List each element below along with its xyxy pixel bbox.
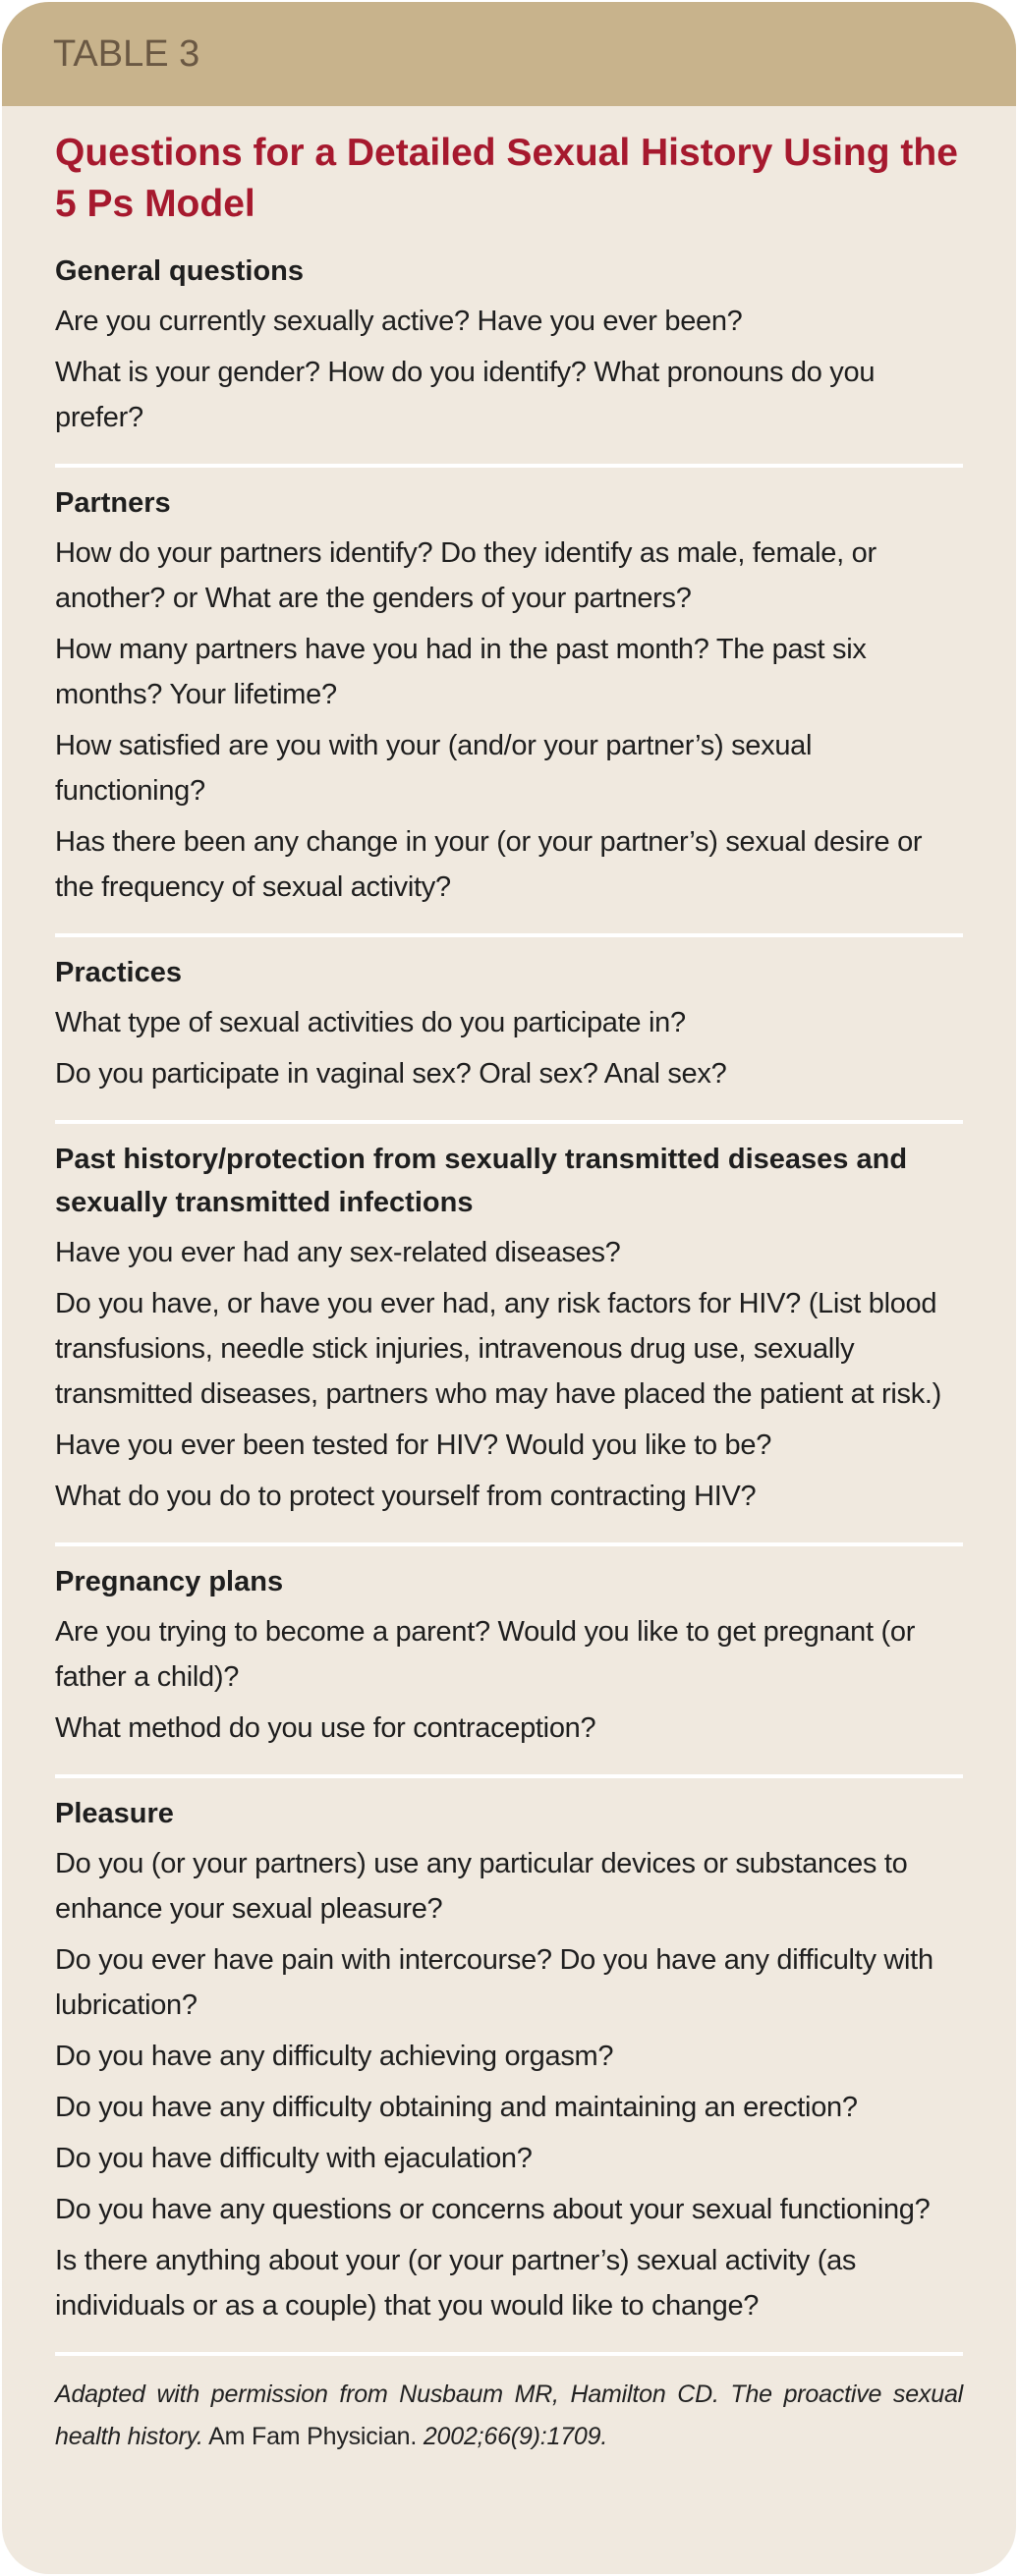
question: Is there anything about your (or your partner’s) sexual activity (as individuals or as a couple) that you would like to change? xyxy=(55,2245,857,2322)
section-heading: Pregnancy plans xyxy=(55,1566,284,1597)
section xyxy=(55,1560,963,1766)
question: How many partners have you had in the past month? The past six months? Your lifetime? xyxy=(55,634,867,710)
divider xyxy=(55,1542,963,1546)
question: Do you have difficulty with ejaculation? xyxy=(55,2143,533,2174)
section xyxy=(55,481,963,925)
section xyxy=(55,1792,963,2344)
question: What type of sexual activities do you participate in? xyxy=(55,1007,686,1038)
sections xyxy=(55,250,963,2356)
question: How do your partners identify? Do they identify as male, female, or another? or What are the genders of your partners? xyxy=(55,537,877,614)
section xyxy=(55,1138,963,1535)
question: Do you have any difficulty achieving orgasm? xyxy=(55,2041,614,2072)
section xyxy=(55,951,963,1112)
table-title: Questions for a Detailed Sexual History Using the 5 Ps Model xyxy=(55,132,958,225)
source-note xyxy=(55,2374,963,2458)
question: Have you ever had any sex-related diseases? xyxy=(55,1237,621,1268)
question: Do you participate in vaginal sex? Oral sex? Anal sex? xyxy=(55,1058,727,1090)
divider xyxy=(55,933,963,937)
question: What do you do to protect yourself from contracting HIV? xyxy=(55,1481,757,1512)
table-label: TABLE 3 xyxy=(53,32,200,75)
divider xyxy=(55,1120,963,1124)
table-content xyxy=(2,106,1016,2458)
section-heading: Partners xyxy=(55,487,171,519)
source-volume: 2002;66(9):1709. xyxy=(423,2423,608,2450)
question: What method do you use for contraception? xyxy=(55,1712,596,1744)
question: Are you trying to become a parent? Would you like to get pregnant (or father a child)? xyxy=(55,1616,916,1693)
question: Do you ever have pain with intercourse? Do you have any difficulty with lubrication? xyxy=(55,1944,933,2021)
question: Do you have any difficulty obtaining and maintaining an erection? xyxy=(55,2092,858,2123)
question: Have you ever been tested for HIV? Would you like to be? xyxy=(55,1429,772,1461)
divider xyxy=(55,1774,963,1778)
source-citation: Adapted with permission from Nusbaum MR, Hamilton CD. The proactive sexual health history. xyxy=(55,2380,963,2450)
section-heading: Past history/protection from sexually transmitted diseases and sexually transmitted infections xyxy=(55,1144,908,1218)
section-heading: Pleasure xyxy=(55,1798,174,1829)
question: How satisfied are you with your (and/or your partner’s) sexual functioning? xyxy=(55,730,813,807)
table-card xyxy=(2,2,1016,2574)
section xyxy=(55,250,963,456)
question: Has there been any change in your (or your partner’s) sexual desire or the frequency of sexual activity? xyxy=(55,826,923,903)
question: Do you have, or have you ever had, any risk factors for HIV? (List blood transfusions, needle stick injuries, intravenous drug use, sexually transmitted diseases, partners who may have placed the patient at risk.) xyxy=(55,1288,942,1410)
divider xyxy=(55,2352,963,2356)
section-heading: Practices xyxy=(55,957,182,988)
question: Are you currently sexually active? Have you ever been? xyxy=(55,306,743,337)
divider xyxy=(55,464,963,468)
question: Do you (or your partners) use any particular devices or substances to enhance your sexual pleasure? xyxy=(55,1848,908,1925)
section-heading: General questions xyxy=(55,255,305,287)
table-header xyxy=(2,2,1016,106)
source-journal: Am Fam Physician. xyxy=(202,2423,424,2450)
question: What is your gender? How do you identify? What pronouns do you prefer? xyxy=(55,357,876,433)
question: Do you have any questions or concerns about your sexual functioning? xyxy=(55,2194,931,2225)
